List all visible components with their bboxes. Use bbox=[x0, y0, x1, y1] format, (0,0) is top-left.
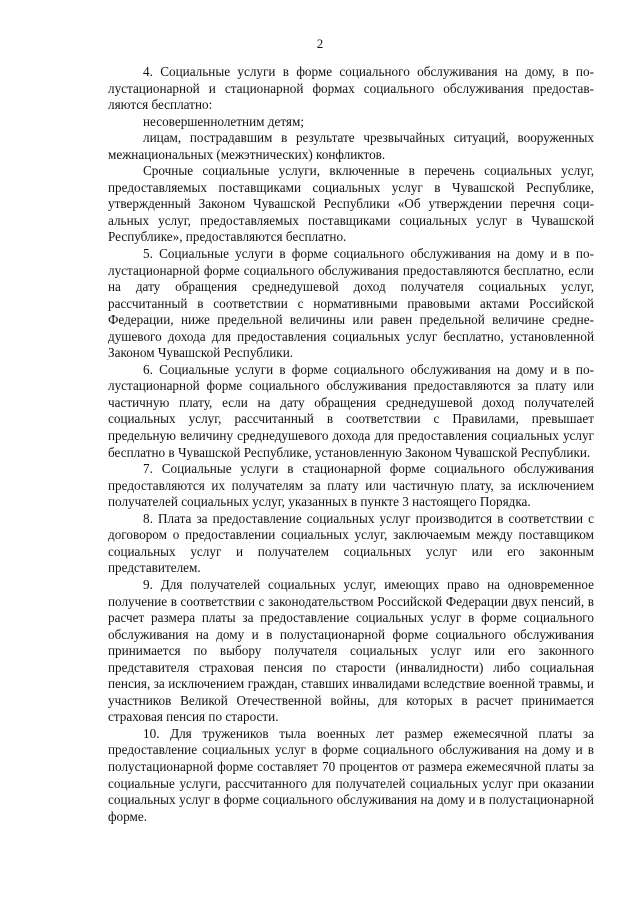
paragraph-6: 6. Социальные услуги в форме социального обслуживания на дому и в полустационарной форме социального обслуживания предоставляются за плату или частичную плату, если на дату обращения среднедушевой доход получателей социальных услуг, рассчитанный в соответствии с Правилами, превышает предельную величину среднедушевого дохода для предоставления социальных услуг бесплатно в Чувашской Республике, установленную Законом Чувашской Республики. bbox=[108, 361, 594, 460]
paragraph-8: 8. Плата за предоставление социальных услуг производится в соответствии с договором о предоставлении социальных услуг, заключаемым между поставщиком социальных услуг и получателем социальных услуг или его законным представителем. bbox=[108, 510, 594, 576]
paragraph-4-item-minors: несовершеннолетним детям; bbox=[143, 113, 305, 129]
paragraph-7: 7. Социальные услуги в стационарной форме социального обслуживания предоставляются их получателям за плату или частичную плату, за исключением получателей социальных услуг, указанных в пункте 3 настоящего Порядка. bbox=[108, 461, 594, 510]
paragraph-10: 10. Для тружеников тыла военных лет размер ежемесячной платы за предоставление социальных услуг в форме социального обслуживания на дому и в полустационарной форме составляет 70 процентов от размера ежемесячной платы за социальные услуги, рассчитанного для получателей социальных услуг при оказании социальных услуг в форме социального обслуживания на дому и в полустационарной форме. bbox=[108, 725, 594, 824]
paragraph-urgent-services: Срочные социальные услуги, включенные в перечень социальных услуг, предоставляемых поставщиками социальных услуг в Чувашской Республике, утвержденный Законом Чувашской Республики «Об утверждении перечня социальных услуг, предоставляемых поставщиками социальных услуг в Чувашской Республике», предоставляются бесплатно. bbox=[108, 163, 594, 245]
paragraph-5: 5. Социальные услуги в форме социального обслуживания на дому и в полустационарной форме социального обслуживания предоставляются бесплатно, если на дату обращения среднедушевой доход получателя социальных услуг, рассчитанный в соответствии с нормативными правовыми актами Российской Федерации, ниже предельной величины или равен предельной величине среднедушевого дохода для предоставления социальных услуг бесплатно, установленной Законом Чувашской Республики. bbox=[108, 246, 594, 361]
paragraph-4-item-emergency-victims: лицам, пострадавшим в результате чрезвычайных ситуаций, вооруженных межнациональных (межэтнических) конфликтов. bbox=[108, 130, 594, 162]
paragraph-4: 4. Социальные услуги в форме социального обслуживания на дому, в полустационарной и стационарной формах социального обслуживания предоставляются бесплатно: bbox=[108, 64, 594, 113]
document-body bbox=[108, 64, 594, 825]
paragraph-9: 9. Для получателей социальных услуг, имеющих право на одновременное получение в соответствии с законодательством Российской Федерации двух пенсий, в расчет размера платы за предоставление социальных услуг в форме социального обслуживания на дому и в полустационарной форме социального обслуживания принимается по выбору получателя социальных услуг или его законного представителя страховая пенсия по старости (инвалидности) либо социальная пенсия, за исключением граждан, ставших инвалидами вследствие военной травмы, и участников Великой Отечественной войны, для которых в расчет принимается страховая пенсия по старости. bbox=[108, 576, 594, 725]
page-number: 2 bbox=[316, 36, 324, 51]
